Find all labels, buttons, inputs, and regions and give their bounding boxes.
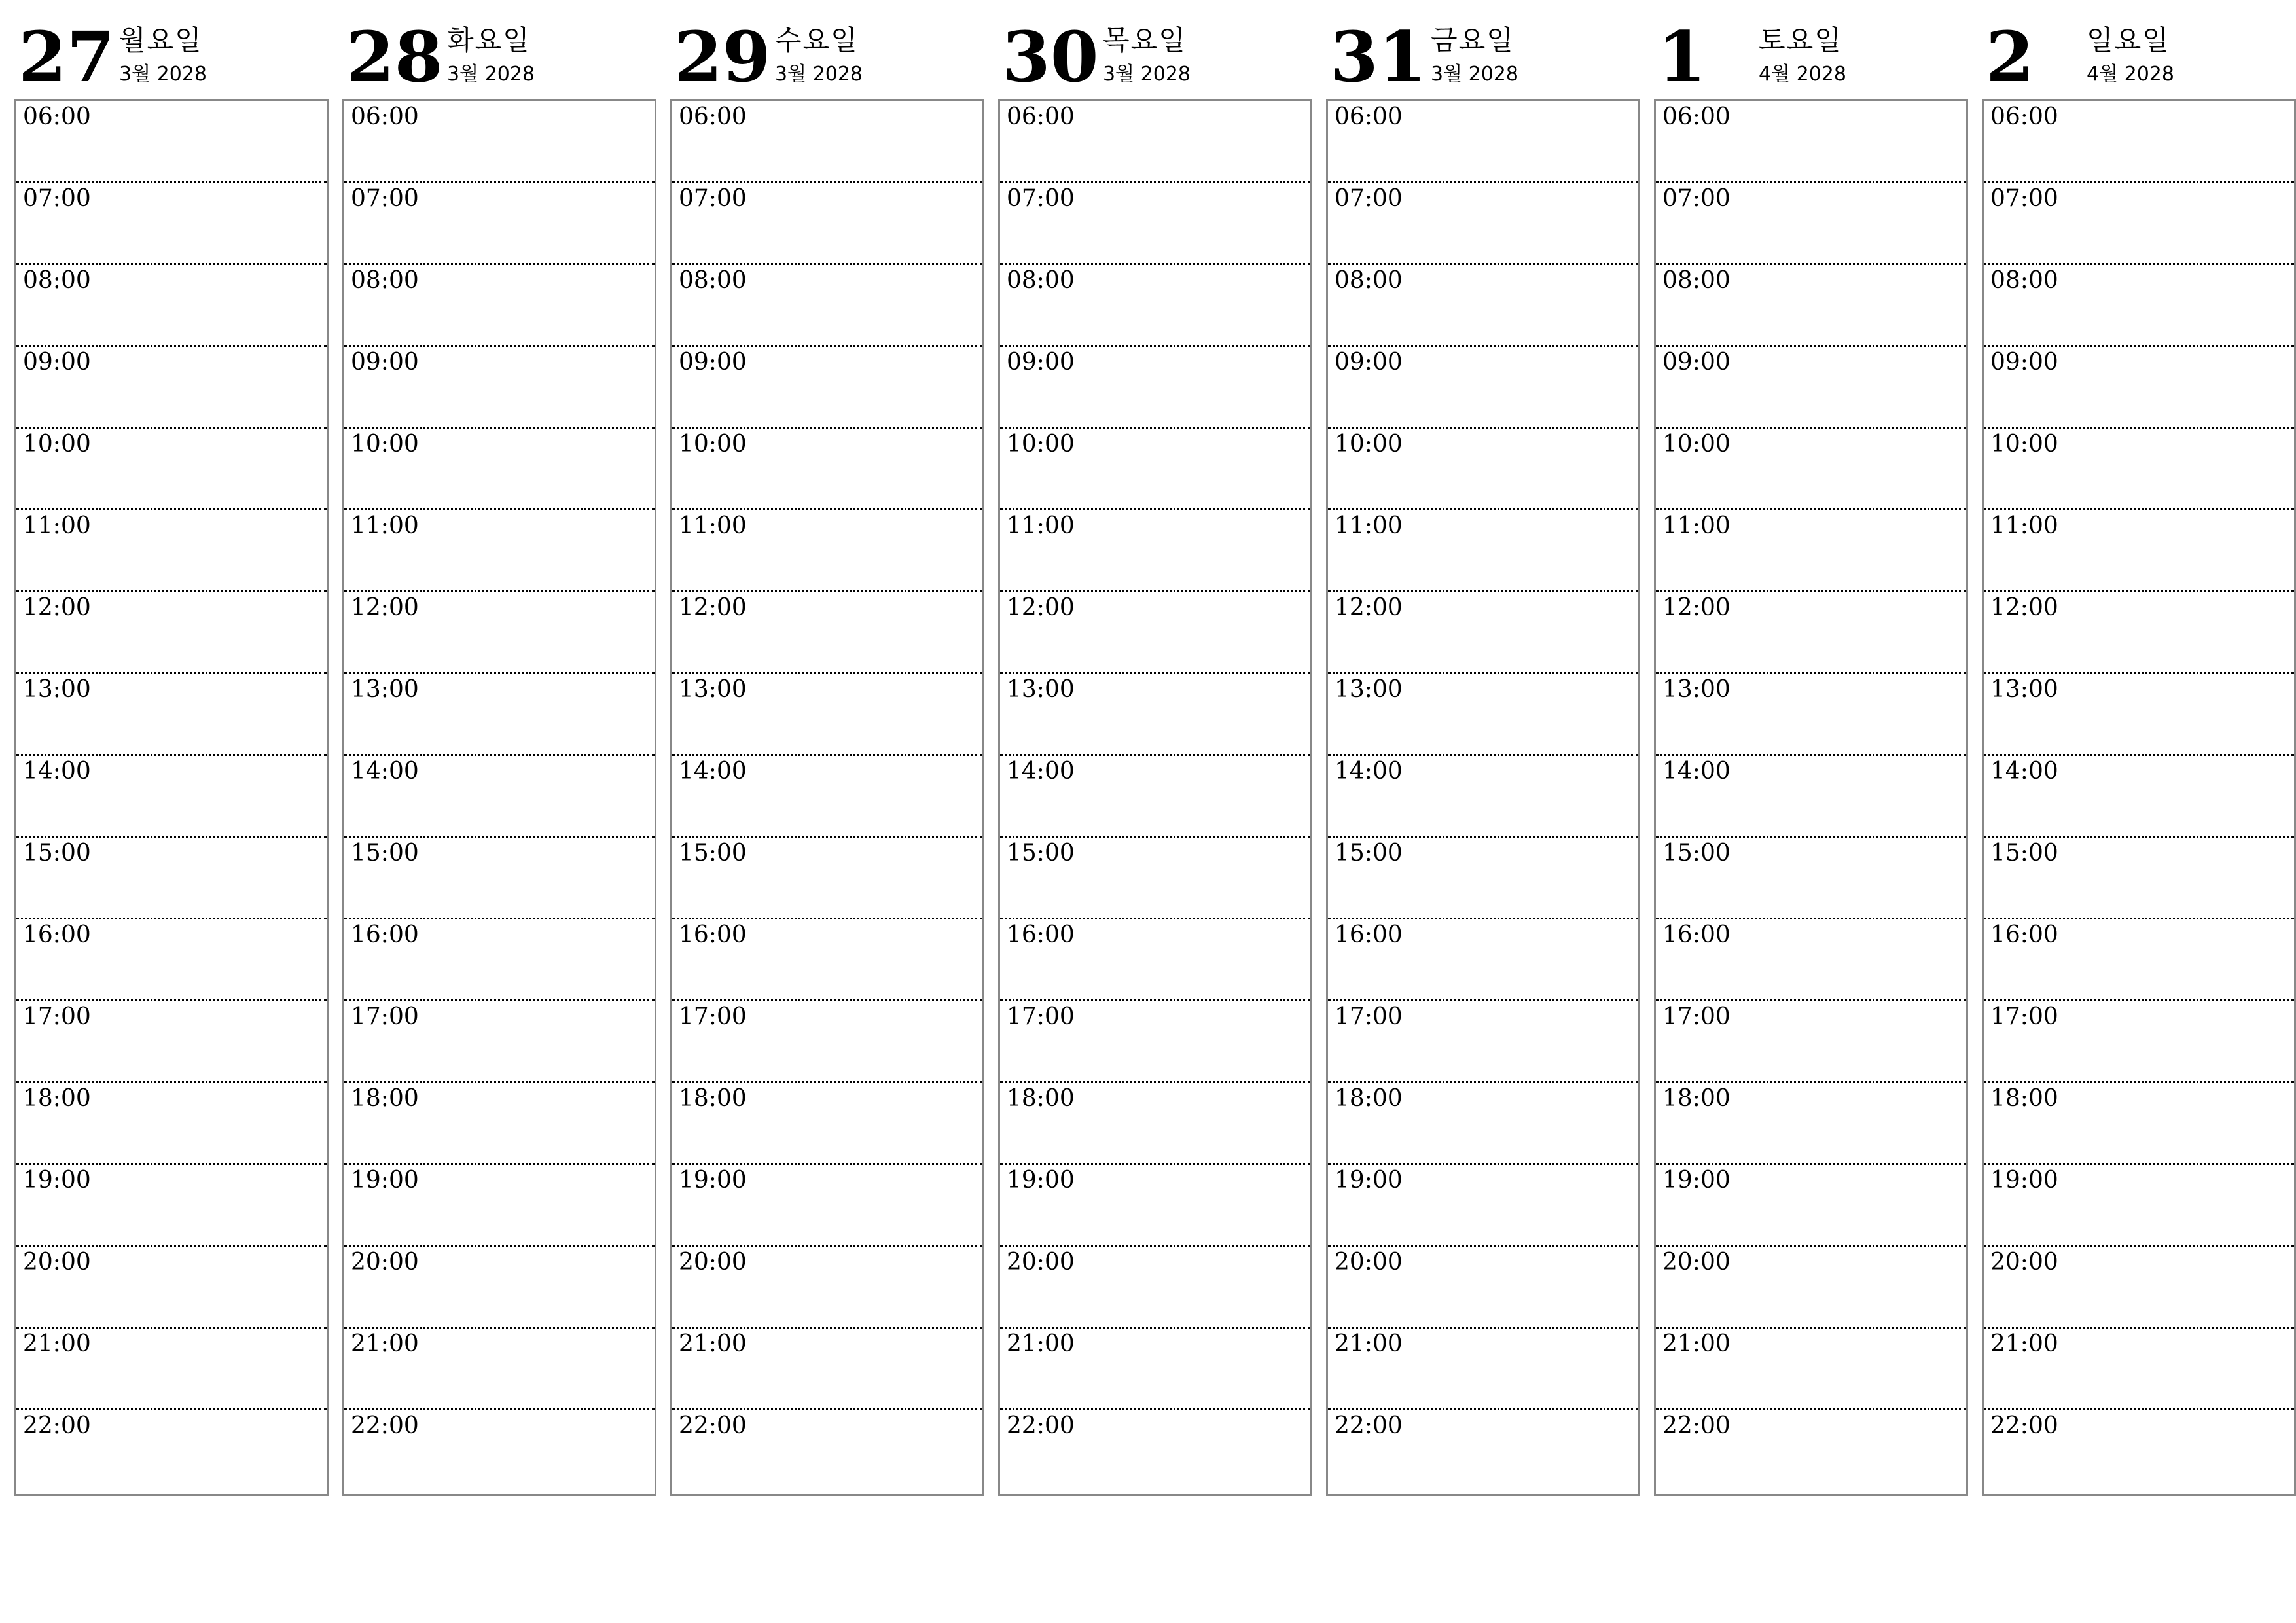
hour-slot[interactable] (1656, 1247, 1966, 1329)
hour-slot[interactable] (1000, 592, 1310, 674)
hour-label: 18:00 (351, 1085, 419, 1112)
hour-label: 06:00 (1007, 103, 1075, 130)
hour-slot[interactable] (1328, 101, 1638, 183)
day-column-0 (14, 0, 327, 1439)
hour-slot[interactable] (344, 919, 655, 1001)
hour-label: 17:00 (679, 1003, 747, 1030)
hour-slot[interactable] (16, 429, 327, 510)
hour-slot[interactable] (344, 1329, 655, 1410)
day-header (14, 0, 327, 99)
hour-slot[interactable] (1656, 1165, 1966, 1247)
hour-label: 21:00 (1990, 1330, 2058, 1357)
hour-label: 12:00 (351, 594, 419, 621)
hour-slot[interactable] (1328, 1410, 1638, 1492)
hour-label: 21:00 (1662, 1330, 1731, 1357)
hour-slot[interactable] (344, 1001, 655, 1083)
day-header (1654, 0, 1967, 99)
hour-label: 06:00 (351, 103, 419, 130)
hour-slot[interactable] (1328, 1001, 1638, 1083)
hour-label: 11:00 (23, 512, 91, 539)
hour-slot[interactable] (1984, 919, 2294, 1001)
hour-label: 20:00 (679, 1249, 747, 1275)
hour-label: 09:00 (1990, 349, 2058, 376)
hour-slot[interactable] (1656, 183, 1966, 265)
hour-slot[interactable] (1328, 1165, 1638, 1247)
hour-label: 14:00 (1990, 758, 2058, 785)
month-year: 3월 2028 (1103, 63, 1191, 86)
hour-slot[interactable] (1984, 1001, 2294, 1083)
hour-label: 19:00 (1662, 1167, 1731, 1194)
hour-slot[interactable] (1328, 1083, 1638, 1165)
hour-label: 18:00 (679, 1085, 747, 1112)
hour-label: 11:00 (1990, 512, 2058, 539)
hour-slot[interactable] (672, 756, 982, 838)
hour-label: 12:00 (1662, 594, 1731, 621)
hour-label: 15:00 (1335, 840, 1403, 866)
hour-slot[interactable] (1656, 838, 1966, 919)
hour-slot[interactable] (1000, 265, 1310, 347)
weekday-name: 일요일 (2087, 24, 2170, 56)
hour-slot[interactable] (16, 510, 327, 592)
hour-label: 21:00 (1335, 1330, 1403, 1357)
hour-slot[interactable] (1000, 674, 1310, 756)
hour-label: 16:00 (1335, 921, 1403, 948)
day-column-2 (670, 0, 983, 1439)
hour-slot[interactable] (672, 919, 982, 1001)
hour-slot[interactable] (1328, 592, 1638, 674)
hour-label: 10:00 (351, 431, 419, 457)
hour-slot[interactable] (16, 183, 327, 265)
hour-label: 13:00 (1662, 676, 1731, 703)
hour-label: 09:00 (679, 349, 747, 376)
hour-slot[interactable] (1656, 265, 1966, 347)
day-header (998, 0, 1311, 99)
hour-slot[interactable] (1984, 510, 2294, 592)
hour-label: 15:00 (1662, 840, 1731, 866)
hour-slot[interactable] (1000, 919, 1310, 1001)
hour-slot[interactable] (1000, 1001, 1310, 1083)
hour-slot[interactable] (16, 1083, 327, 1165)
hour-label: 07:00 (23, 185, 91, 212)
hour-slot[interactable] (1656, 592, 1966, 674)
hour-label: 08:00 (1335, 267, 1403, 294)
hour-label: 08:00 (1007, 267, 1075, 294)
hour-slot[interactable] (16, 347, 327, 429)
hour-label: 16:00 (23, 921, 91, 948)
hour-slot[interactable] (672, 347, 982, 429)
hour-label: 22:00 (351, 1412, 419, 1439)
hour-label: 20:00 (1990, 1249, 2058, 1275)
hour-slot[interactable] (672, 183, 982, 265)
hour-label: 13:00 (23, 676, 91, 703)
hour-label: 09:00 (1662, 349, 1731, 376)
day-number: 2 (1986, 16, 2034, 98)
hour-label: 11:00 (1335, 512, 1403, 539)
hour-label: 11:00 (351, 512, 419, 539)
weekday-name: 월요일 (119, 24, 203, 56)
hour-slot[interactable] (1328, 347, 1638, 429)
hour-label: 07:00 (351, 185, 419, 212)
day-number: 28 (346, 16, 443, 98)
hour-slot[interactable] (344, 674, 655, 756)
day-schedule-box (670, 99, 984, 1496)
hour-label: 15:00 (23, 840, 91, 866)
hour-label: 22:00 (679, 1412, 747, 1439)
month-year: 3월 2028 (1431, 63, 1518, 86)
hour-label: 10:00 (1990, 431, 2058, 457)
hour-slot[interactable] (1328, 429, 1638, 510)
hour-label: 18:00 (1007, 1085, 1075, 1112)
hour-label: 09:00 (1007, 349, 1075, 376)
hour-label: 21:00 (1007, 1330, 1075, 1357)
hour-slot[interactable] (1000, 1247, 1310, 1329)
hour-slot[interactable] (344, 756, 655, 838)
hour-label: 07:00 (679, 185, 747, 212)
hour-label: 21:00 (351, 1330, 419, 1357)
hour-label: 20:00 (1007, 1249, 1075, 1275)
day-header (1982, 0, 2295, 99)
hour-label: 06:00 (1662, 103, 1731, 130)
hour-label: 10:00 (1662, 431, 1731, 457)
month-year: 3월 2028 (119, 63, 207, 86)
hour-slot[interactable] (1984, 429, 2294, 510)
hour-slot[interactable] (1656, 756, 1966, 838)
hour-label: 20:00 (23, 1249, 91, 1275)
day-header (342, 0, 655, 99)
hour-label: 15:00 (1007, 840, 1075, 866)
hour-slot[interactable] (16, 674, 327, 756)
hour-label: 20:00 (1335, 1249, 1403, 1275)
hour-label: 08:00 (351, 267, 419, 294)
hour-slot[interactable] (1000, 1329, 1310, 1410)
hour-slot[interactable] (1328, 756, 1638, 838)
hour-slot[interactable] (1656, 1001, 1966, 1083)
hour-label: 13:00 (1990, 676, 2058, 703)
weekday-name: 수요일 (775, 24, 859, 56)
hour-slot[interactable] (1328, 1247, 1638, 1329)
day-schedule-box (1982, 99, 2296, 1496)
hour-slot[interactable] (1000, 347, 1310, 429)
hour-slot[interactable] (1656, 919, 1966, 1001)
hour-label: 13:00 (679, 676, 747, 703)
hour-slot[interactable] (344, 429, 655, 510)
hour-slot[interactable] (672, 1165, 982, 1247)
hour-slot[interactable] (1984, 1083, 2294, 1165)
hour-label: 06:00 (1990, 103, 2058, 130)
hour-label: 08:00 (1662, 267, 1731, 294)
hour-label: 15:00 (1990, 840, 2058, 866)
weekday-name: 화요일 (447, 24, 531, 56)
hour-slot[interactable] (672, 592, 982, 674)
hour-slot[interactable] (344, 838, 655, 919)
hour-label: 08:00 (1990, 267, 2058, 294)
day-column-3 (998, 0, 1311, 1439)
hour-slot[interactable] (1000, 1165, 1310, 1247)
hour-slot[interactable] (1000, 183, 1310, 265)
hour-slot[interactable] (672, 1001, 982, 1083)
hour-label: 13:00 (1007, 676, 1075, 703)
month-year: 4월 2028 (1759, 63, 1846, 86)
hour-label: 11:00 (1007, 512, 1075, 539)
month-year: 4월 2028 (2087, 63, 2174, 86)
hour-label: 19:00 (1990, 1167, 2058, 1194)
hour-slot[interactable] (1656, 1329, 1966, 1410)
hour-slot[interactable] (344, 1083, 655, 1165)
day-schedule-box (342, 99, 656, 1496)
hour-label: 14:00 (351, 758, 419, 785)
hour-slot[interactable] (1984, 347, 2294, 429)
hour-label: 19:00 (23, 1167, 91, 1194)
hour-label: 10:00 (679, 431, 747, 457)
hour-label: 22:00 (1007, 1412, 1075, 1439)
hour-slot[interactable] (1656, 1410, 1966, 1492)
hour-slot[interactable] (16, 919, 327, 1001)
hour-label: 19:00 (679, 1167, 747, 1194)
hour-label: 22:00 (23, 1412, 91, 1439)
hour-label: 15:00 (351, 840, 419, 866)
hour-label: 21:00 (679, 1330, 747, 1357)
hour-slot[interactable] (1328, 919, 1638, 1001)
hour-label: 09:00 (23, 349, 91, 376)
hour-slot[interactable] (672, 429, 982, 510)
hour-slot[interactable] (16, 1410, 327, 1492)
hour-label: 13:00 (1335, 676, 1403, 703)
hour-label: 11:00 (679, 512, 747, 539)
hour-slot[interactable] (1000, 838, 1310, 919)
hour-label: 20:00 (1662, 1249, 1731, 1275)
day-number: 27 (18, 16, 115, 98)
hour-label: 19:00 (351, 1167, 419, 1194)
hour-slot[interactable] (1656, 347, 1966, 429)
hour-label: 18:00 (1662, 1085, 1731, 1112)
hour-slot[interactable] (1656, 674, 1966, 756)
hour-label: 17:00 (1335, 1003, 1403, 1030)
hour-slot[interactable] (672, 674, 982, 756)
hour-label: 19:00 (1335, 1167, 1403, 1194)
hour-label: 06:00 (1335, 103, 1403, 130)
hour-label: 16:00 (679, 921, 747, 948)
hour-slot[interactable] (672, 1247, 982, 1329)
hour-slot[interactable] (1984, 756, 2294, 838)
hour-label: 11:00 (1662, 512, 1731, 539)
day-header (670, 0, 983, 99)
hour-label: 07:00 (1335, 185, 1403, 212)
hour-label: 16:00 (1662, 921, 1731, 948)
hour-slot[interactable] (1984, 101, 2294, 183)
hour-slot[interactable] (672, 101, 982, 183)
hour-slot[interactable] (1000, 101, 1310, 183)
hour-label: 10:00 (23, 431, 91, 457)
hour-label: 16:00 (351, 921, 419, 948)
hour-label: 07:00 (1007, 185, 1075, 212)
hour-label: 12:00 (679, 594, 747, 621)
hour-slot[interactable] (1984, 838, 2294, 919)
hour-label: 14:00 (1335, 758, 1403, 785)
day-header (1326, 0, 1639, 99)
hour-label: 06:00 (23, 103, 91, 130)
hour-label: 07:00 (1662, 185, 1731, 212)
hour-label: 17:00 (1007, 1003, 1075, 1030)
day-column-6 (1982, 0, 2295, 1439)
hour-label: 22:00 (1335, 1412, 1403, 1439)
hour-label: 19:00 (1007, 1167, 1075, 1194)
day-schedule-box (998, 99, 1312, 1496)
hour-slot[interactable] (1984, 592, 2294, 674)
hour-slot[interactable] (344, 183, 655, 265)
hour-label: 17:00 (23, 1003, 91, 1030)
hour-slot[interactable] (16, 1001, 327, 1083)
hour-label: 14:00 (23, 758, 91, 785)
day-column-5 (1654, 0, 1967, 1439)
hour-slot[interactable] (16, 592, 327, 674)
hour-slot[interactable] (1656, 101, 1966, 183)
hour-label: 18:00 (1990, 1085, 2058, 1112)
hour-slot[interactable] (344, 1410, 655, 1492)
hour-slot[interactable] (1984, 1165, 2294, 1247)
hour-slot[interactable] (16, 1165, 327, 1247)
hour-label: 20:00 (351, 1249, 419, 1275)
hour-slot[interactable] (1328, 674, 1638, 756)
hour-label: 09:00 (351, 349, 419, 376)
hour-slot[interactable] (16, 1329, 327, 1410)
hour-slot[interactable] (1328, 838, 1638, 919)
hour-label: 17:00 (1662, 1003, 1731, 1030)
hour-slot[interactable] (1000, 1083, 1310, 1165)
hour-slot[interactable] (672, 838, 982, 919)
hour-slot[interactable] (16, 265, 327, 347)
hour-slot[interactable] (1984, 265, 2294, 347)
hour-label: 09:00 (1335, 349, 1403, 376)
hour-label: 07:00 (1990, 185, 2058, 212)
hour-slot[interactable] (1000, 756, 1310, 838)
weekday-name: 토요일 (1759, 24, 1842, 56)
hour-label: 16:00 (1007, 921, 1075, 948)
hour-slot[interactable] (672, 1083, 982, 1165)
day-schedule-box (14, 99, 329, 1496)
day-schedule-box (1326, 99, 1640, 1496)
day-number: 31 (1330, 16, 1427, 98)
hour-slot[interactable] (1984, 674, 2294, 756)
hour-slot[interactable] (344, 1247, 655, 1329)
hour-label: 12:00 (1990, 594, 2058, 621)
hour-slot[interactable] (672, 1329, 982, 1410)
weekday-name: 목요일 (1103, 24, 1187, 56)
day-schedule-box (1654, 99, 1968, 1496)
hour-slot[interactable] (1984, 1410, 2294, 1492)
hour-slot[interactable] (1984, 1329, 2294, 1410)
hour-label: 18:00 (1335, 1085, 1403, 1112)
month-year: 3월 2028 (447, 63, 535, 86)
hour-slot[interactable] (16, 1247, 327, 1329)
hour-label: 08:00 (679, 267, 747, 294)
hour-slot[interactable] (1984, 1247, 2294, 1329)
hour-label: 10:00 (1335, 431, 1403, 457)
hour-slot[interactable] (1000, 1410, 1310, 1492)
hour-label: 22:00 (1990, 1412, 2058, 1439)
hour-label: 14:00 (1662, 758, 1731, 785)
hour-slot[interactable] (344, 1165, 655, 1247)
hour-slot[interactable] (1000, 429, 1310, 510)
hour-label: 17:00 (351, 1003, 419, 1030)
hour-label: 21:00 (23, 1330, 91, 1357)
day-column-1 (342, 0, 655, 1439)
hour-label: 08:00 (23, 267, 91, 294)
hour-slot[interactable] (1328, 510, 1638, 592)
hour-label: 14:00 (1007, 758, 1075, 785)
hour-slot[interactable] (344, 347, 655, 429)
hour-label: 16:00 (1990, 921, 2058, 948)
hour-label: 17:00 (1990, 1003, 2058, 1030)
hour-slot[interactable] (344, 510, 655, 592)
hour-label: 22:00 (1662, 1412, 1731, 1439)
hour-slot[interactable] (344, 592, 655, 674)
hour-slot[interactable] (1656, 429, 1966, 510)
hour-slot[interactable] (672, 265, 982, 347)
hour-slot[interactable] (672, 1410, 982, 1492)
hour-slot[interactable] (1328, 265, 1638, 347)
day-number: 1 (1658, 16, 1706, 98)
day-column-4 (1326, 0, 1639, 1439)
hour-label: 13:00 (351, 676, 419, 703)
hour-slot[interactable] (16, 756, 327, 838)
weekday-name: 금요일 (1431, 24, 1515, 56)
hour-slot[interactable] (1328, 183, 1638, 265)
hour-slot[interactable] (1000, 510, 1310, 592)
hour-label: 12:00 (1335, 594, 1403, 621)
hour-label: 06:00 (679, 103, 747, 130)
hour-label: 12:00 (1007, 594, 1075, 621)
hour-label: 10:00 (1007, 431, 1075, 457)
hour-slot[interactable] (1328, 1329, 1638, 1410)
hour-slot[interactable] (672, 510, 982, 592)
day-number: 30 (1002, 16, 1099, 98)
hour-slot[interactable] (344, 265, 655, 347)
hour-slot[interactable] (16, 101, 327, 183)
hour-slot[interactable] (16, 838, 327, 919)
day-number: 29 (674, 16, 771, 98)
hour-slot[interactable] (1656, 1083, 1966, 1165)
hour-label: 12:00 (23, 594, 91, 621)
hour-slot[interactable] (1984, 183, 2294, 265)
hour-label: 14:00 (679, 758, 747, 785)
hour-slot[interactable] (1656, 510, 1966, 592)
hour-slot[interactable] (344, 101, 655, 183)
hour-label: 18:00 (23, 1085, 91, 1112)
hour-label: 15:00 (679, 840, 747, 866)
month-year: 3월 2028 (775, 63, 863, 86)
